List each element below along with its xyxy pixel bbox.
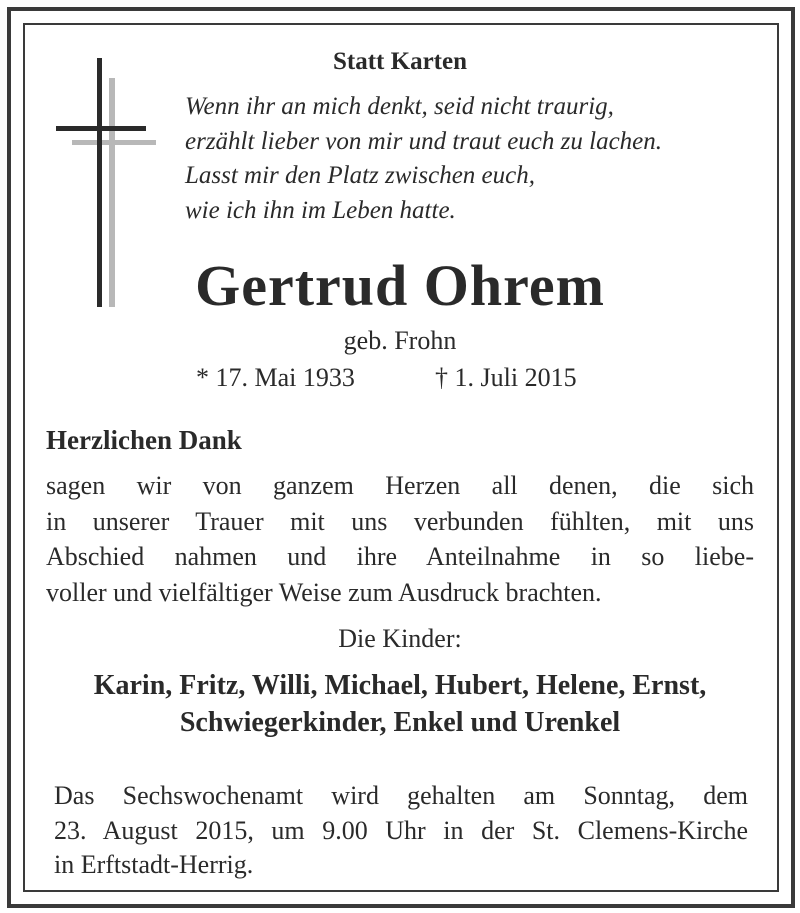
- poem-line: Wenn ihr an mich denkt, seid nicht traurig,: [185, 93, 614, 120]
- poem-line: wie ich ihn im Leben hatte.: [185, 196, 456, 224]
- poem-line: erzählt lieber von mir und traut euch zu lachen.: [185, 127, 663, 155]
- thanks-line: voller und vielfältiger Weise zum Ausdruck brachten.: [46, 577, 602, 607]
- poem: [185, 90, 785, 228]
- thanks-line: in unserer Trauer mit uns verbunden fühlten, mit uns: [46, 506, 754, 536]
- thanks-body: [46, 468, 754, 610]
- cross-light-horizontal: [72, 140, 156, 145]
- service-line: Das Sechswochenamt wird gehalten am Sonntag, dem: [54, 781, 748, 810]
- children-label: Die Kinder:: [338, 624, 462, 653]
- family-line: Schwiegerkinder, Enkel und Urenkel: [179, 706, 621, 738]
- death-date: † 1. Juli 2015: [435, 363, 577, 392]
- thanks-title: Herzlichen Dank: [46, 425, 242, 455]
- family-line: Karin, Fritz, Willi, Michael, Hubert, Helene, Ernst,: [93, 670, 707, 701]
- birth-name: geb. Frohn: [343, 326, 457, 355]
- service-notice: [54, 779, 748, 883]
- poem-line: Lasst mir den Platz zwischen euch,: [185, 162, 535, 189]
- family-names: [30, 668, 770, 741]
- service-line: 23. August 2015, um 9.00 Uhr in der St. Clemens-Kirche: [54, 815, 748, 845]
- deceased-name: Gertrud Ohrem: [195, 253, 605, 318]
- birth-date: * 17. Mai 1933: [196, 363, 355, 392]
- thanks-line: Abschied nahmen und ihre Anteilnahme in so liebe-: [46, 542, 754, 571]
- thanks-line: sagen wir von ganzem Herzen all denen, die sich: [46, 471, 754, 500]
- statt-karten-heading: Statt Karten: [333, 48, 467, 75]
- cross-dark-horizontal: [56, 126, 146, 131]
- service-line: in Erftstadt-Herrig.: [54, 850, 254, 879]
